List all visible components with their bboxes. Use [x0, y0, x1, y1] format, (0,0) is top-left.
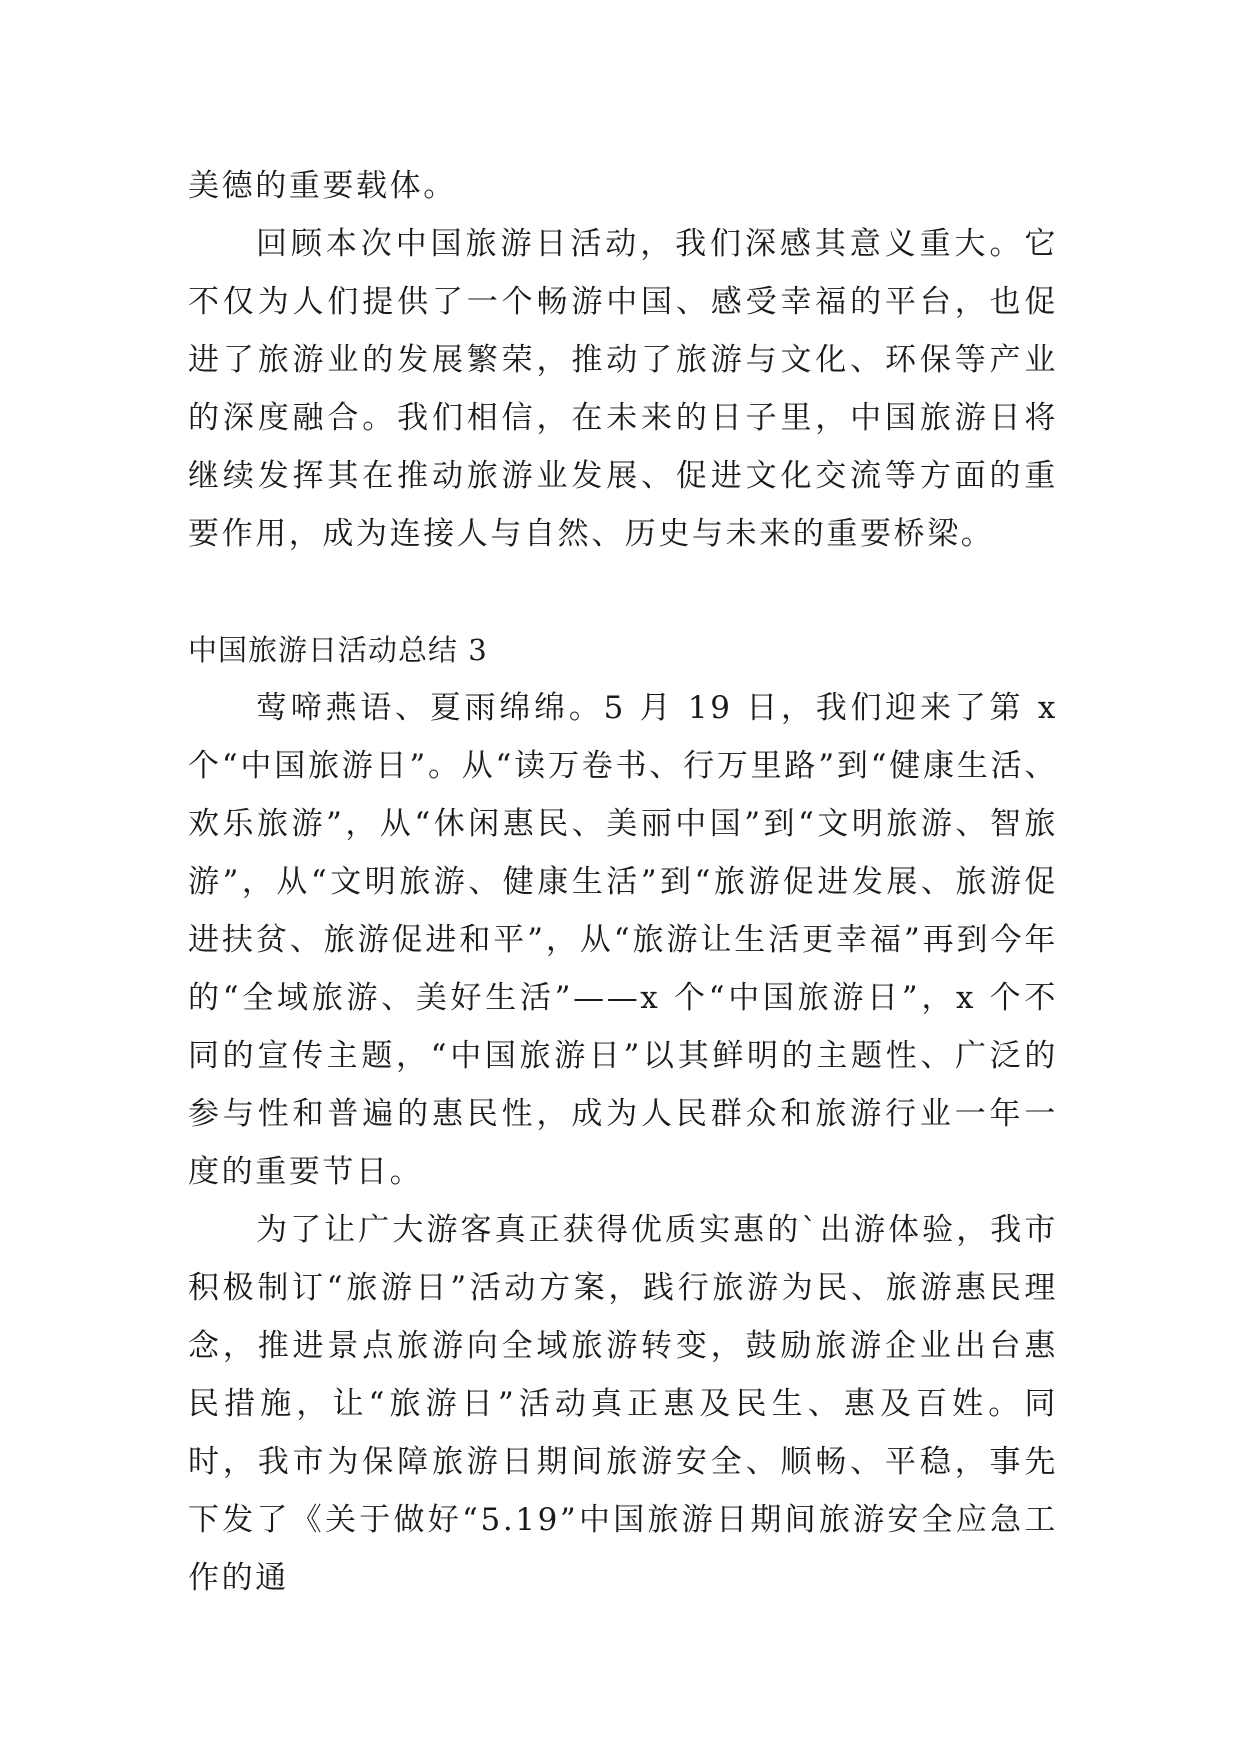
paragraph-review: 回顾本次中国旅游日活动，我们深感其意义重大。它不仅为人们提供了一个畅游中国、感受幸福的平台，也促进了旅游业的发展繁荣，推动了旅游与文化、环保等产业的深度融合。我们相信，在未来的日子里，中国旅游日将继续发挥其在推动旅游业发展、促进文化交流等方面的重要作用，成为连接人与自然、历史与未来的重要桥梁。: [188, 226, 1058, 552]
paragraph-city-measures: 为了让广大游客真正获得优质实惠的`出游体验，我市积极制订“旅游日”活动方案，践行旅游为民、旅游惠民理念，推进景点旅游向全域旅游转变，鼓励旅游企业出台惠民措施，让“旅游日”活动真正惠及民生、惠及百姓。同时，我市为保障旅游日期间旅游安全、顺畅、平稳，事先下发了《关于做好“5.19”中国旅游日期间旅游安全应急工作的通: [188, 1212, 1058, 1596]
paragraph-continuation: 美德的重要载体。: [188, 168, 457, 204]
section-title: 中国旅游日活动总结 3: [188, 633, 488, 667]
section-spacer: [188, 563, 1058, 621]
document-body: [188, 157, 1058, 1607]
paragraph-themes: 莺啼燕语、夏雨绵绵。5 月 19 日，我们迎来了第 x 个“中国旅游日”。从“读万卷书、行万里路”到“健康生活、欢乐旅游”，从“休闲惠民、美丽中国”到“文明旅游、智旅游”，从“文明旅游、健康生活”到“旅游促进发展、旅游促进扶贫、旅游促进和平”，从“旅游让生活更幸福”再到今年的“全域旅游、美好生活”——x 个“中国旅游日”，x 个不同的宣传主题，“中国旅游日”以其鲜明的主题性、广泛的参与性和普遍的惠民性，成为人民群众和旅游行业一年一度的重要节日。: [188, 690, 1058, 1190]
